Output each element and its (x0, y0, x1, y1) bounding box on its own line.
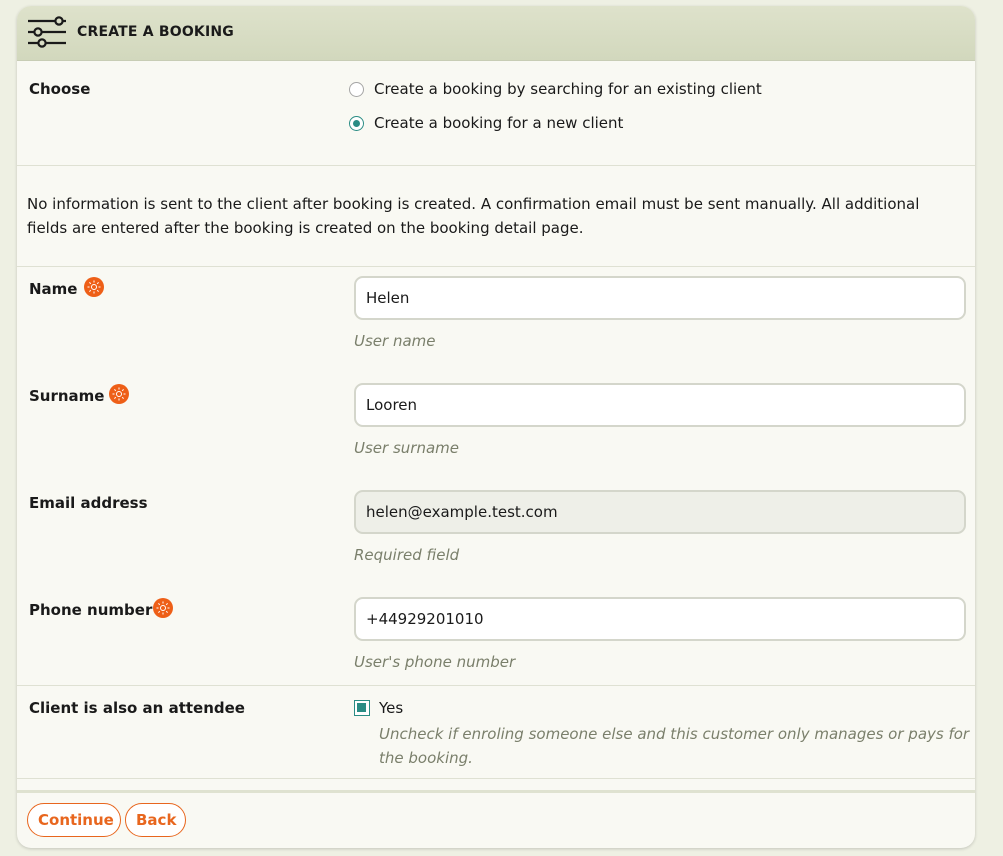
radio-new-client-label: Create a booking for a new client (374, 114, 624, 132)
choose-label: Choose (29, 80, 91, 98)
radio-existing-client-button[interactable] (349, 82, 364, 97)
divider (17, 685, 975, 686)
phone-input[interactable] (354, 597, 966, 641)
surname-input[interactable] (354, 383, 966, 427)
footer-divider (17, 790, 975, 793)
attendee-checkbox[interactable] (354, 700, 370, 716)
divider (17, 165, 975, 166)
sliders-icon (26, 15, 68, 51)
page-title: CREATE A BOOKING (77, 24, 235, 40)
name-label: Name (29, 280, 78, 298)
name-help: User name (354, 332, 436, 350)
radio-existing-client[interactable] (349, 79, 762, 99)
info-text: No information is sent to the client after booking is created. A confirmation email must be sent manually. All additional fields are entered after the booking is created on the booking detail page. (27, 195, 920, 237)
panel-header (17, 6, 975, 61)
required-sun-icon (109, 384, 129, 404)
attendee-help: Uncheck if enroling someone else and this customer only manages or pays for the booking. (379, 725, 970, 767)
divider (17, 266, 975, 267)
continue-button[interactable]: Continue (27, 803, 121, 837)
required-sun-icon (153, 598, 173, 618)
email-field[interactable] (354, 490, 966, 534)
required-sun-icon (84, 277, 104, 297)
radio-new-client-button[interactable] (349, 116, 364, 131)
attendee-checkbox-label: Yes (379, 699, 404, 717)
phone-label: Phone number (29, 601, 153, 619)
attendee-label: Client is also an attendee (29, 699, 245, 717)
name-input[interactable] (354, 276, 966, 320)
surname-label: Surname (29, 387, 105, 405)
radio-new-client[interactable] (349, 113, 623, 133)
email-help: Required field (354, 546, 460, 564)
booking-panel (17, 6, 975, 848)
back-button[interactable]: Back (125, 803, 186, 837)
radio-existing-client-label: Create a booking by searching for an existing client (374, 80, 762, 98)
surname-help: User surname (354, 439, 459, 457)
email-label: Email address (29, 494, 148, 512)
phone-help: User's phone number (354, 653, 516, 671)
divider (17, 778, 975, 779)
